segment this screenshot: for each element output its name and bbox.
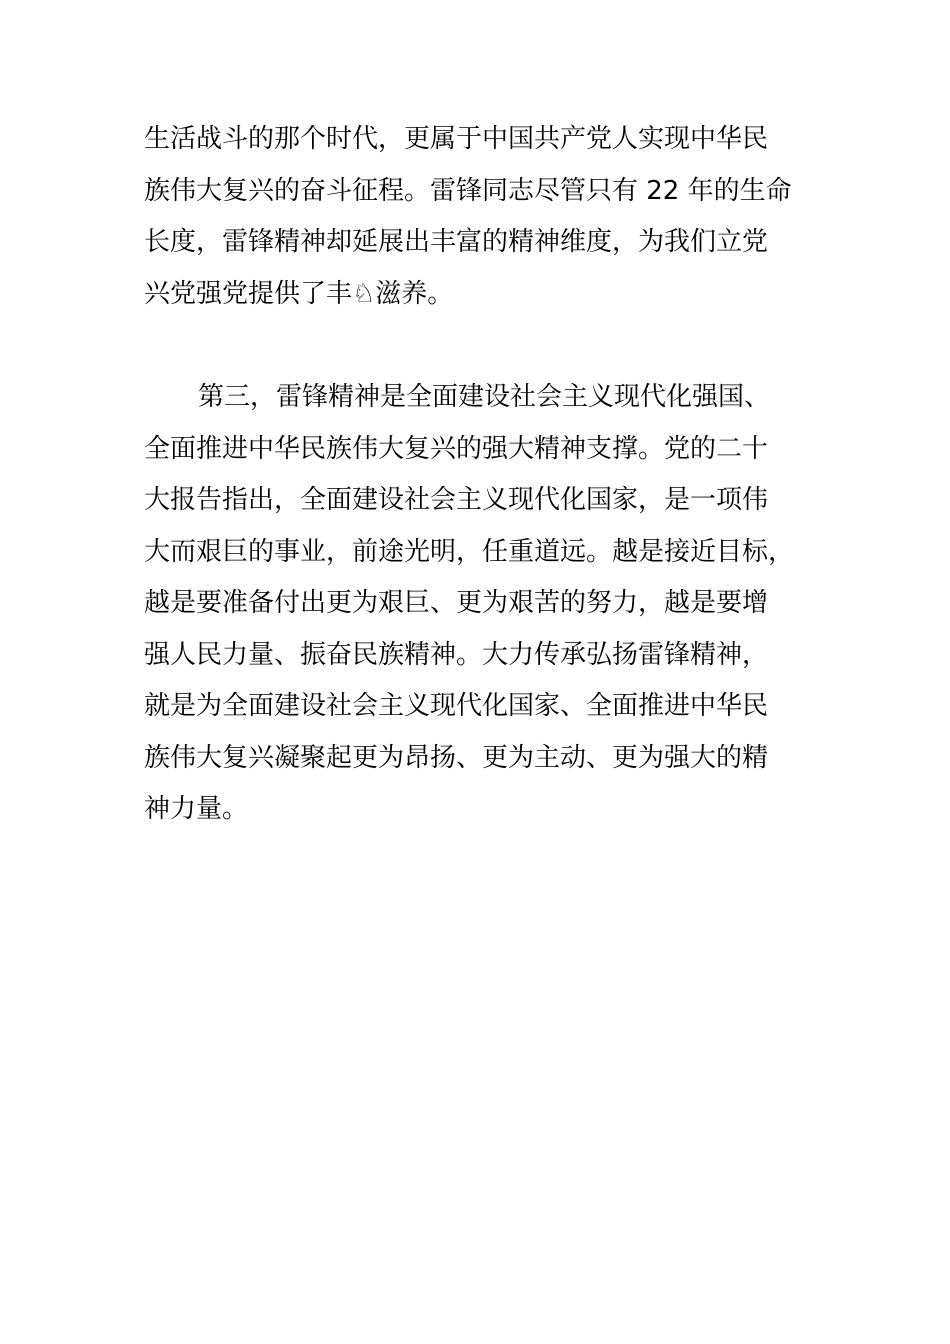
text-line: 越是要准备付出更为艰巨、更为艰苦的努力，越是要增 [144, 588, 769, 618]
text-line: 神力量。 [144, 794, 249, 824]
text-line-first: 第三，雷锋精神是全面建设社会主义现代化强国、 [198, 382, 771, 412]
text-line: 族伟大复兴凝聚起更为昂扬、更为主动、更为强大的精 [144, 742, 769, 773]
text-line: 大报告指出，全面建设社会主义现代化国家，是一项伟 [144, 485, 769, 515]
document-body [144, 114, 812, 836]
text-line: 强人民力量、振奋民族精神。大力传承弘扬雷锋精神， [144, 639, 769, 670]
text-line: 族伟大复兴的奋斗征程。雷锋同志尽管只有 22 年的生命 [144, 175, 792, 206]
text-line: 兴党强党提供了丰♘滋养。 [144, 278, 454, 309]
text-line: 生活战斗的那个时代，更属于中国共产党人实现中华民 [144, 124, 769, 154]
paragraph-third-point [144, 372, 812, 836]
text-line: 就是为全面建设社会主义现代化国家、全面推进中华民 [144, 691, 769, 721]
text-line: 大而艰巨的事业，前途光明，任重道远。越是接近目标， [144, 536, 795, 567]
paragraph-continuation [144, 114, 812, 320]
paragraph-spacer [144, 320, 812, 372]
text-line: 长度，雷锋精神却延展出丰富的精神维度，为我们立党 [144, 227, 769, 257]
text-line: 全面推进中华民族伟大复兴的强大精神支撑。党的二十 [144, 433, 769, 464]
